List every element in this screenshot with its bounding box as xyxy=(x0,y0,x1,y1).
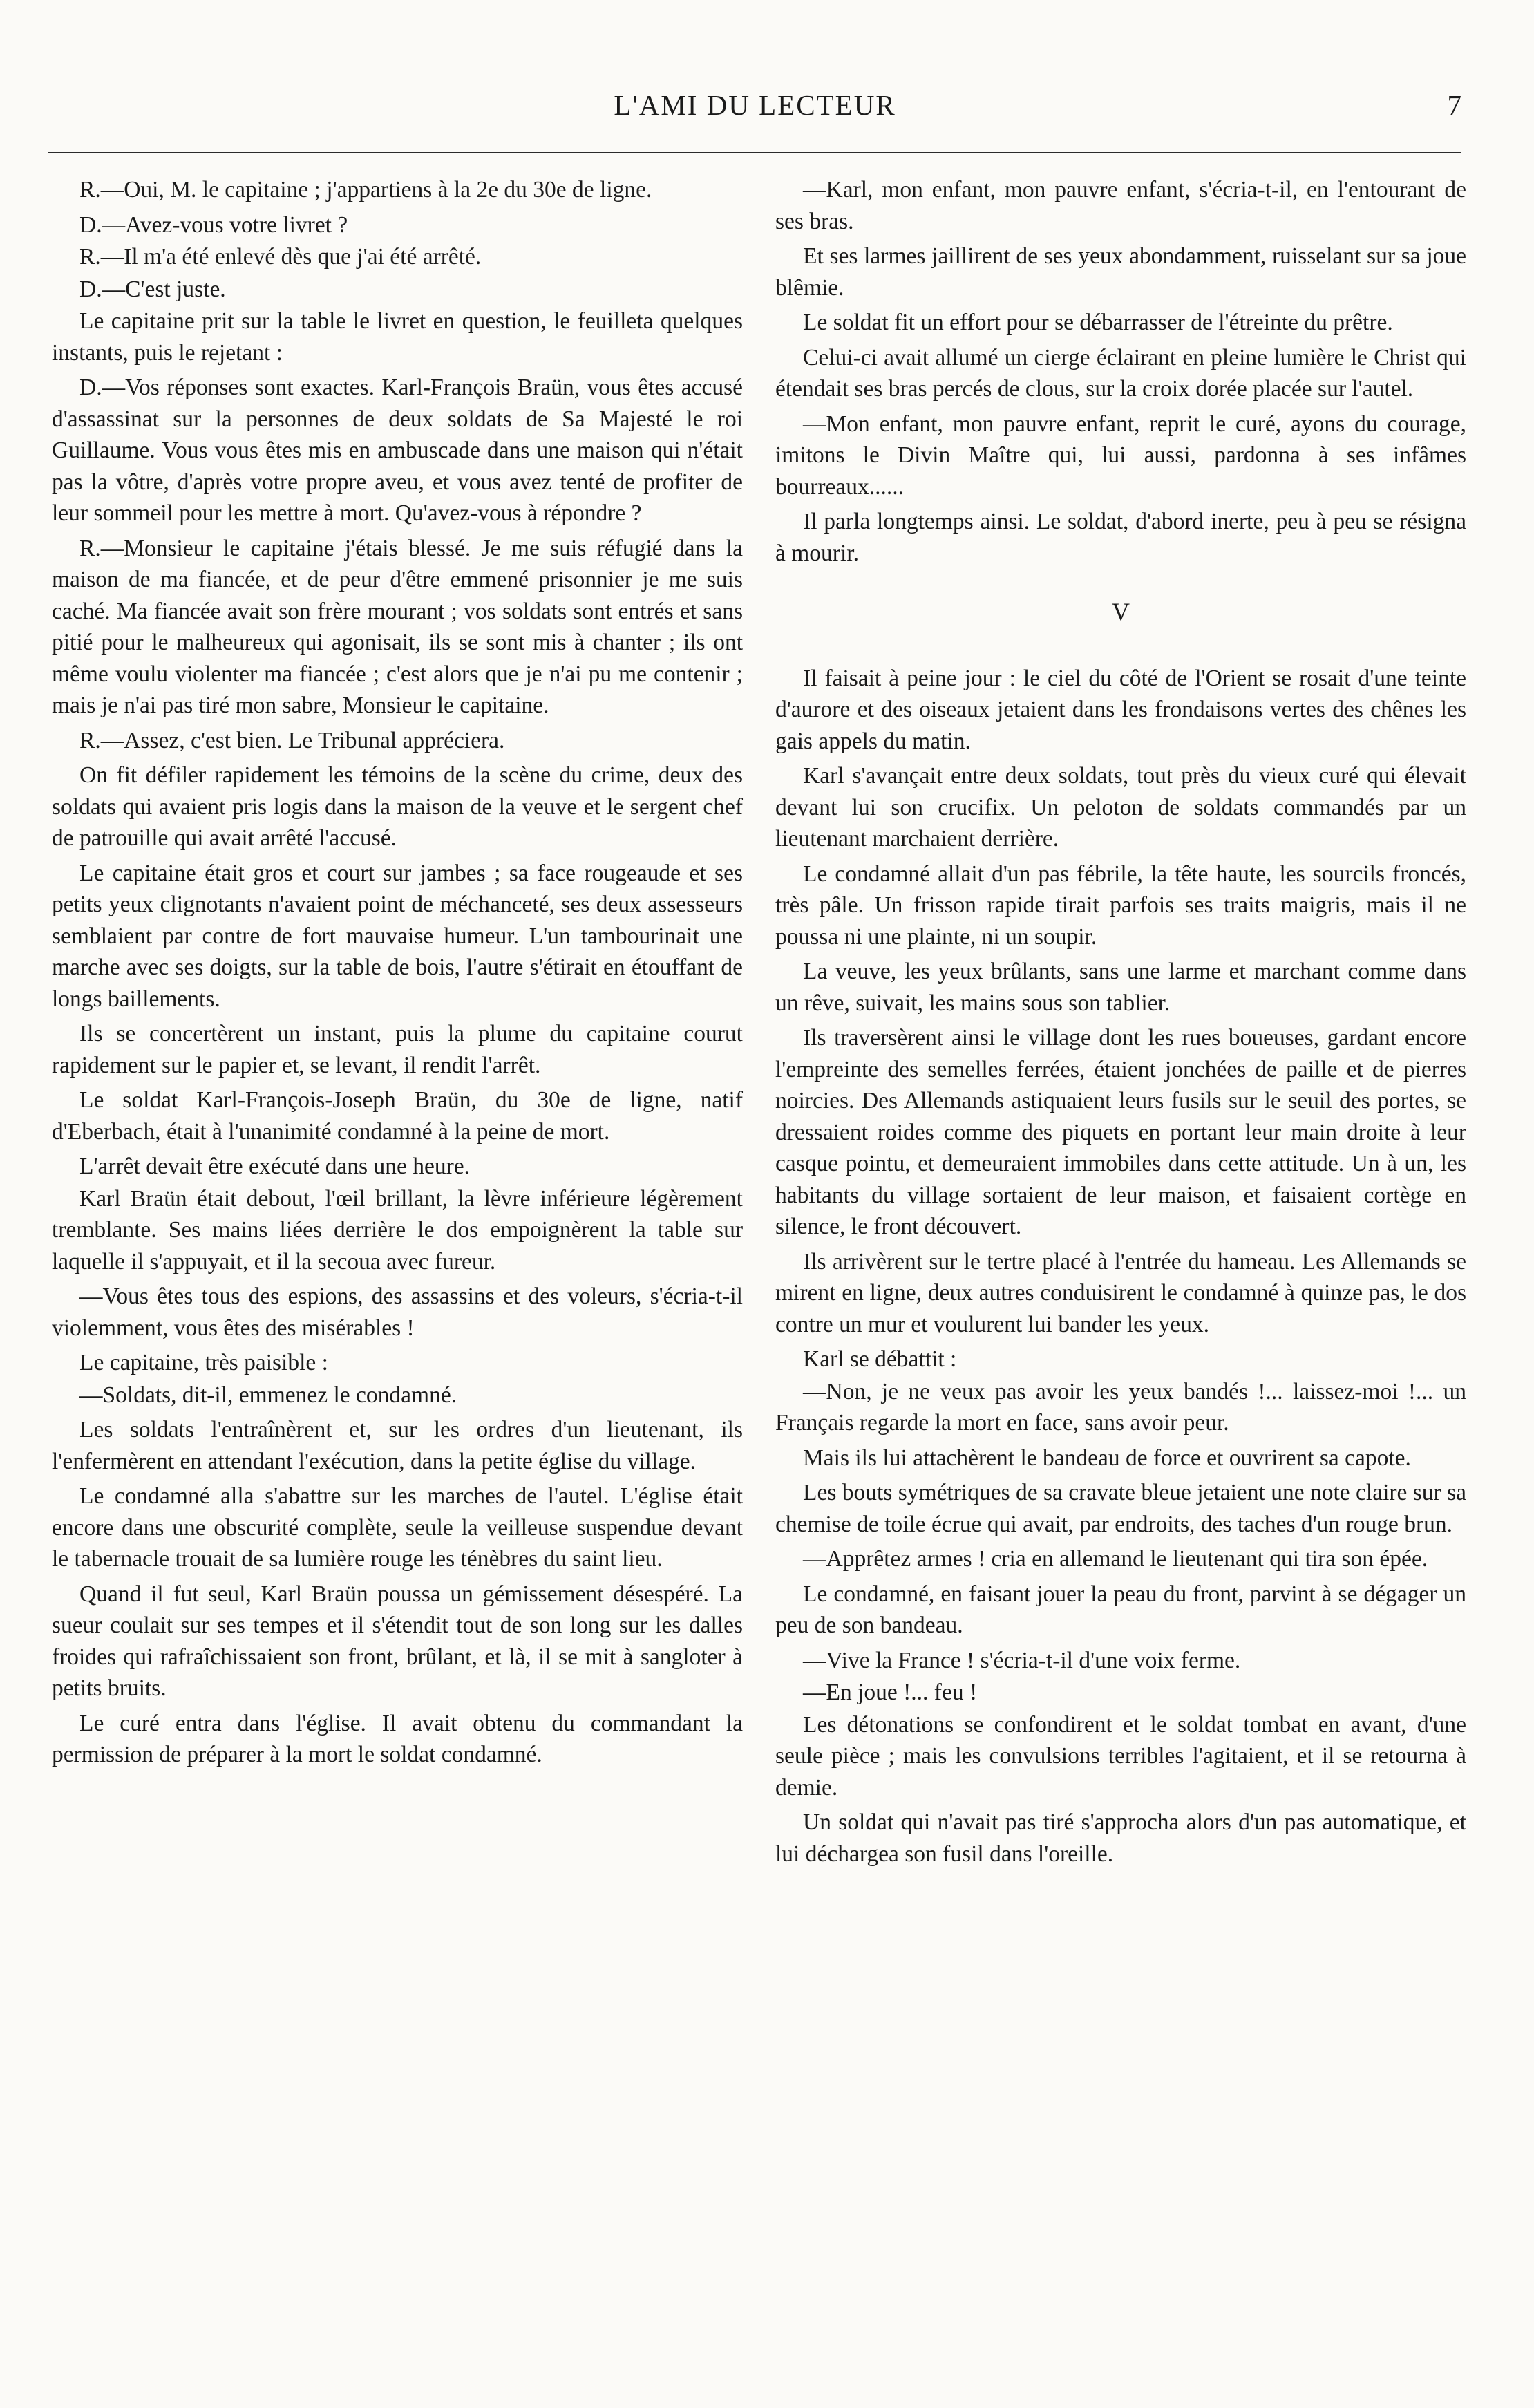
paragraph: Quand il fut seul, Karl Braün poussa un gémissement désespéré. La sueur coulait sur ses tempes et il s'étendit tout de son long sur les dalles froides qui rafraîchissaient son front, brûlant, et là, il se mit à sangloter à petits bruits. xyxy=(52,1581,743,1701)
paragraph: Le condamné alla s'abattre sur les marches de l'autel. L'église était encore dans une obscurité complète, seule la veilleuse suspendue devant le tabernacle trouait de sa lumière rouge les ténèbres du saint lieu. xyxy=(52,1483,743,1572)
paragraph: D.—Avez-vous votre livret ? xyxy=(79,211,348,238)
paragraph: —Mon enfant, mon pauvre enfant, reprit le curé, ayons du courage, imitons le Divin Maître qui, lui aussi, pardonna à ses infâmes bourreaux...... xyxy=(775,411,1466,500)
paragraph: Karl se débattit : xyxy=(803,1346,957,1372)
paragraph: Le capitaine prit sur la table le livret en question, le feuilleta quelques instants, puis le rejetant : xyxy=(52,308,743,366)
paragraph: Les détonations se confondirent et le soldat tombat en avant, d'une seule pièce ; mais les convulsions terribles l'agitaient, et il se retourna à demie. xyxy=(775,1711,1466,1800)
paragraph: Karl Braün était debout, l'œil brillant, la lèvre inférieure légèrement tremblante. Ses mains liées derrière le dos empoignèrent la table sur laquelle il s'appuyait, et il la secoua avec fureur. xyxy=(52,1185,743,1274)
section-heading: V xyxy=(1112,598,1130,625)
paragraph: —Non, je ne veux pas avoir les yeux bandés !... laissez-moi !... un Français regarde la mort en face, sans avoir peur. xyxy=(775,1378,1466,1436)
paragraph: —Soldats, dit-il, emmenez le condamné. xyxy=(79,1382,457,1408)
paragraph: Le curé entra dans l'église. Il avait obtenu du commandant la permission de préparer à la mort le soldat condamné. xyxy=(52,1710,743,1767)
paragraph: Mais ils lui attachèrent le bandeau de force et ouvrirent sa capote. xyxy=(803,1445,1411,1471)
paragraph: Le condamné, en faisant jouer la peau du front, parvint à se dégager un peu de son bandeau. xyxy=(775,1581,1466,1638)
paragraph: Le soldat fit un effort pour se débarrasser de l'étreinte du prêtre. xyxy=(803,310,1393,335)
paragraph: Le capitaine, très paisible : xyxy=(79,1350,328,1375)
paragraph: Celui-ci avait allumé un cierge éclairant en pleine lumière le Christ qui étendait ses bras percés de clous, sur la croix dorée placée sur l'autel. xyxy=(775,344,1466,402)
left-column xyxy=(52,174,743,1774)
paragraph: R.—Monsieur le capitaine j'étais blessé. Je me suis réfugié dans la maison de ma fiancée, et de peur d'être emmené prisonnier je me suis caché. Ma fiancée avait son frère mourant ; vos soldats sont entrés et sans pitié pour le malheureux qui agonisait, ils se sont mis à chanter ; ils ont même voulu violenter ma fiancée ; c'est alors que je n'ai pu me contenir ; mais je n'ai pas tiré mon sabre, Monsieur le capitaine. xyxy=(52,535,743,718)
paragraph: D.—Vos réponses sont exactes. Karl-François Braün, vous êtes accusé d'assassinat sur la personnes de deux soldats de Sa Majesté le roi Guillaume. Vous vous êtes mis en ambuscade dans une maison qui n'était pas la vôtre, d'après votre propre aveu, et vous avez tenté de profiter de leur sommeil pour les mettre à mort. Qu'avez-vous à répondre ? xyxy=(52,375,743,526)
paragraph: Karl s'avançait entre deux soldats, tout près du vieux curé qui élevait devant lui son crucifix. Un peloton de soldats commandés par un lieutenant marchaient derrière. xyxy=(775,763,1466,852)
page-number: 7 xyxy=(1447,89,1461,121)
paragraph: R.—Oui, M. le capitaine ; j'appartiens à la 2e du 30e de ligne. xyxy=(79,177,652,203)
paragraph: Les bouts symétriques de sa cravate bleue jetaient une note claire sur sa chemise de toile écrue qui avait, par endroits, des taches d'un rouge brun. xyxy=(775,1480,1466,1537)
paragraph: Ils arrivèrent sur le tertre placé à l'entrée du hameau. Les Allemands se mirent en ligne, deux autres conduisirent le condamné à quinze pas, le dos contre un mur et voulurent lui bander les yeux. xyxy=(775,1248,1466,1337)
paragraph: —En joue !... feu ! xyxy=(803,1680,978,1705)
paragraph: L'arrêt devait être exécuté dans une heure. xyxy=(79,1154,470,1179)
paragraph: —Apprêtez armes ! cria en allemand le lieutenant qui tira son épée. xyxy=(803,1546,1428,1572)
paragraph: Le capitaine était gros et court sur jambes ; sa face rougeaude et ses petits yeux clignotants n'avaient point de méchanceté, ses deux assesseurs semblaient par contre de fort mauvaise humeur. L'un tambourinait une marche avec ses doigts, sur la table de bois, l'autre s'étirait en étouffant de longs baillements. xyxy=(52,860,743,1012)
paragraph: Un soldat qui n'avait pas tiré s'approcha alors d'un pas automatique, et lui déchargea son fusil dans l'oreille. xyxy=(775,1809,1466,1867)
paragraph: —Vive la France ! s'écria-t-il d'une voix ferme. xyxy=(803,1647,1241,1673)
paragraph: —Karl, mon enfant, mon pauvre enfant, s'écria-t-il, en l'entourant de ses bras. xyxy=(775,177,1466,234)
paragraph: Le soldat Karl-François-Joseph Braün, du 30e de ligne, natif d'Eberbach, était à l'unanimité condamné à la peine de mort. xyxy=(52,1087,743,1145)
right-column xyxy=(775,174,1466,1873)
paragraph: Le condamné allait d'un pas fébrile, la tête haute, les sourcils froncés, très pâle. Un frisson rapide tirait parfois ses traits maigris, mais il ne poussa ni une plainte, ni un soupir. xyxy=(775,860,1466,950)
paragraph: On fit défiler rapidement les témoins de la scène du crime, deux des soldats qui avaient pris logis dans la maison de la veuve et le sergent chef de patrouille qui avait arrêté l'accusé. xyxy=(52,762,743,851)
header-rule xyxy=(48,151,1461,153)
paragraph: —Vous êtes tous des espions, des assassins et des voleurs, s'écria-t-il violemment, vous êtes des misérables ! xyxy=(52,1283,743,1341)
page-header xyxy=(48,88,1461,137)
paragraph: R.—Il m'a été enlevé dès que j'ai été arrêté. xyxy=(79,244,482,270)
paragraph: D.—C'est juste. xyxy=(79,276,226,302)
page-title: L'AMI DU LECTEUR xyxy=(614,89,896,121)
paragraph: La veuve, les yeux brûlants, sans une larme et marchant comme dans un rêve, suivait, les mains sous son tablier. xyxy=(775,959,1466,1016)
paragraph: Ils se concertèrent un instant, puis la plume du capitaine courut rapidement sur le papier et, se levant, il rendit l'arrêt. xyxy=(52,1021,743,1078)
paragraph: Les soldats l'entraînèrent et, sur les ordres d'un lieutenant, ils l'enfermèrent en attendant l'exécution, dans la petite église du village. xyxy=(52,1417,743,1474)
paragraph: Et ses larmes jaillirent de ses yeux abondamment, ruisselant sur sa joue blêmie. xyxy=(775,243,1466,301)
paragraph: Il parla longtemps ainsi. Le soldat, d'abord inerte, peu à peu se résigna à mourir. xyxy=(775,509,1466,566)
paragraph: Il faisait à peine jour : le ciel du côté de l'Orient se rosait d'une teinte d'aurore et des oiseaux jetaient dans les frondaisons vertes des chênes les gais appels du matin. xyxy=(775,665,1466,754)
paragraph: R.—Assez, c'est bien. Le Tribunal appréciera. xyxy=(79,727,505,753)
paragraph: Ils traversèrent ainsi le village dont les rues boueuses, gardant encore l'empreinte des semelles ferrées, étaient jonchées de paille et de pierres noircies. Des Allemands astiquaient leurs fusils sur le seuil des portes, se dressaient roides comme des piquets en portant leur main droite à leur casque pointu, et demeuraient immobiles dans cette attitude. Un à un, les habitants du village sortaient de leur maison, et faisaient cortège en silence, le front découvert. xyxy=(775,1025,1466,1239)
